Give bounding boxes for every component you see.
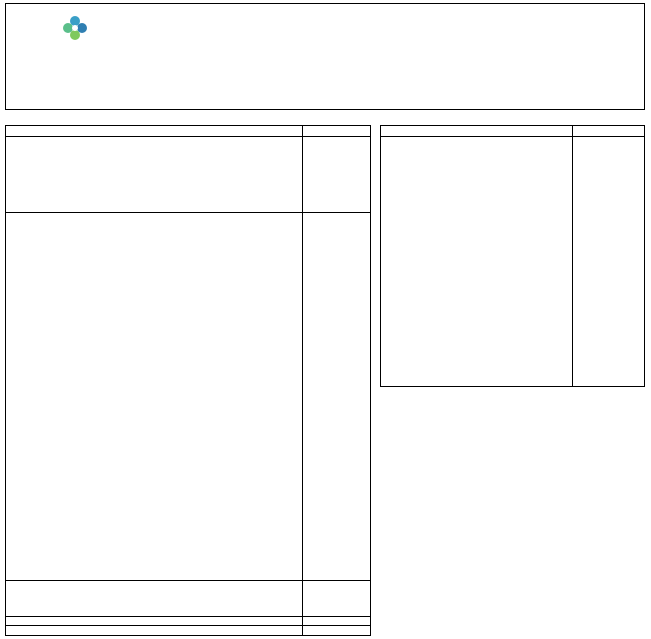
section-divider: [6, 212, 370, 213]
municipality-logo-icon: [58, 12, 92, 46]
section-divider: [6, 625, 370, 626]
patrimonial-table-header: [381, 126, 644, 137]
treasury-table: [5, 125, 371, 636]
treasury-table-header: [6, 126, 370, 137]
report-header: [5, 3, 645, 110]
column-divider: [302, 126, 303, 635]
section-divider: [6, 580, 370, 581]
column-divider: [572, 126, 573, 386]
section-divider: [6, 616, 370, 617]
patrimonial-table: [380, 125, 645, 387]
